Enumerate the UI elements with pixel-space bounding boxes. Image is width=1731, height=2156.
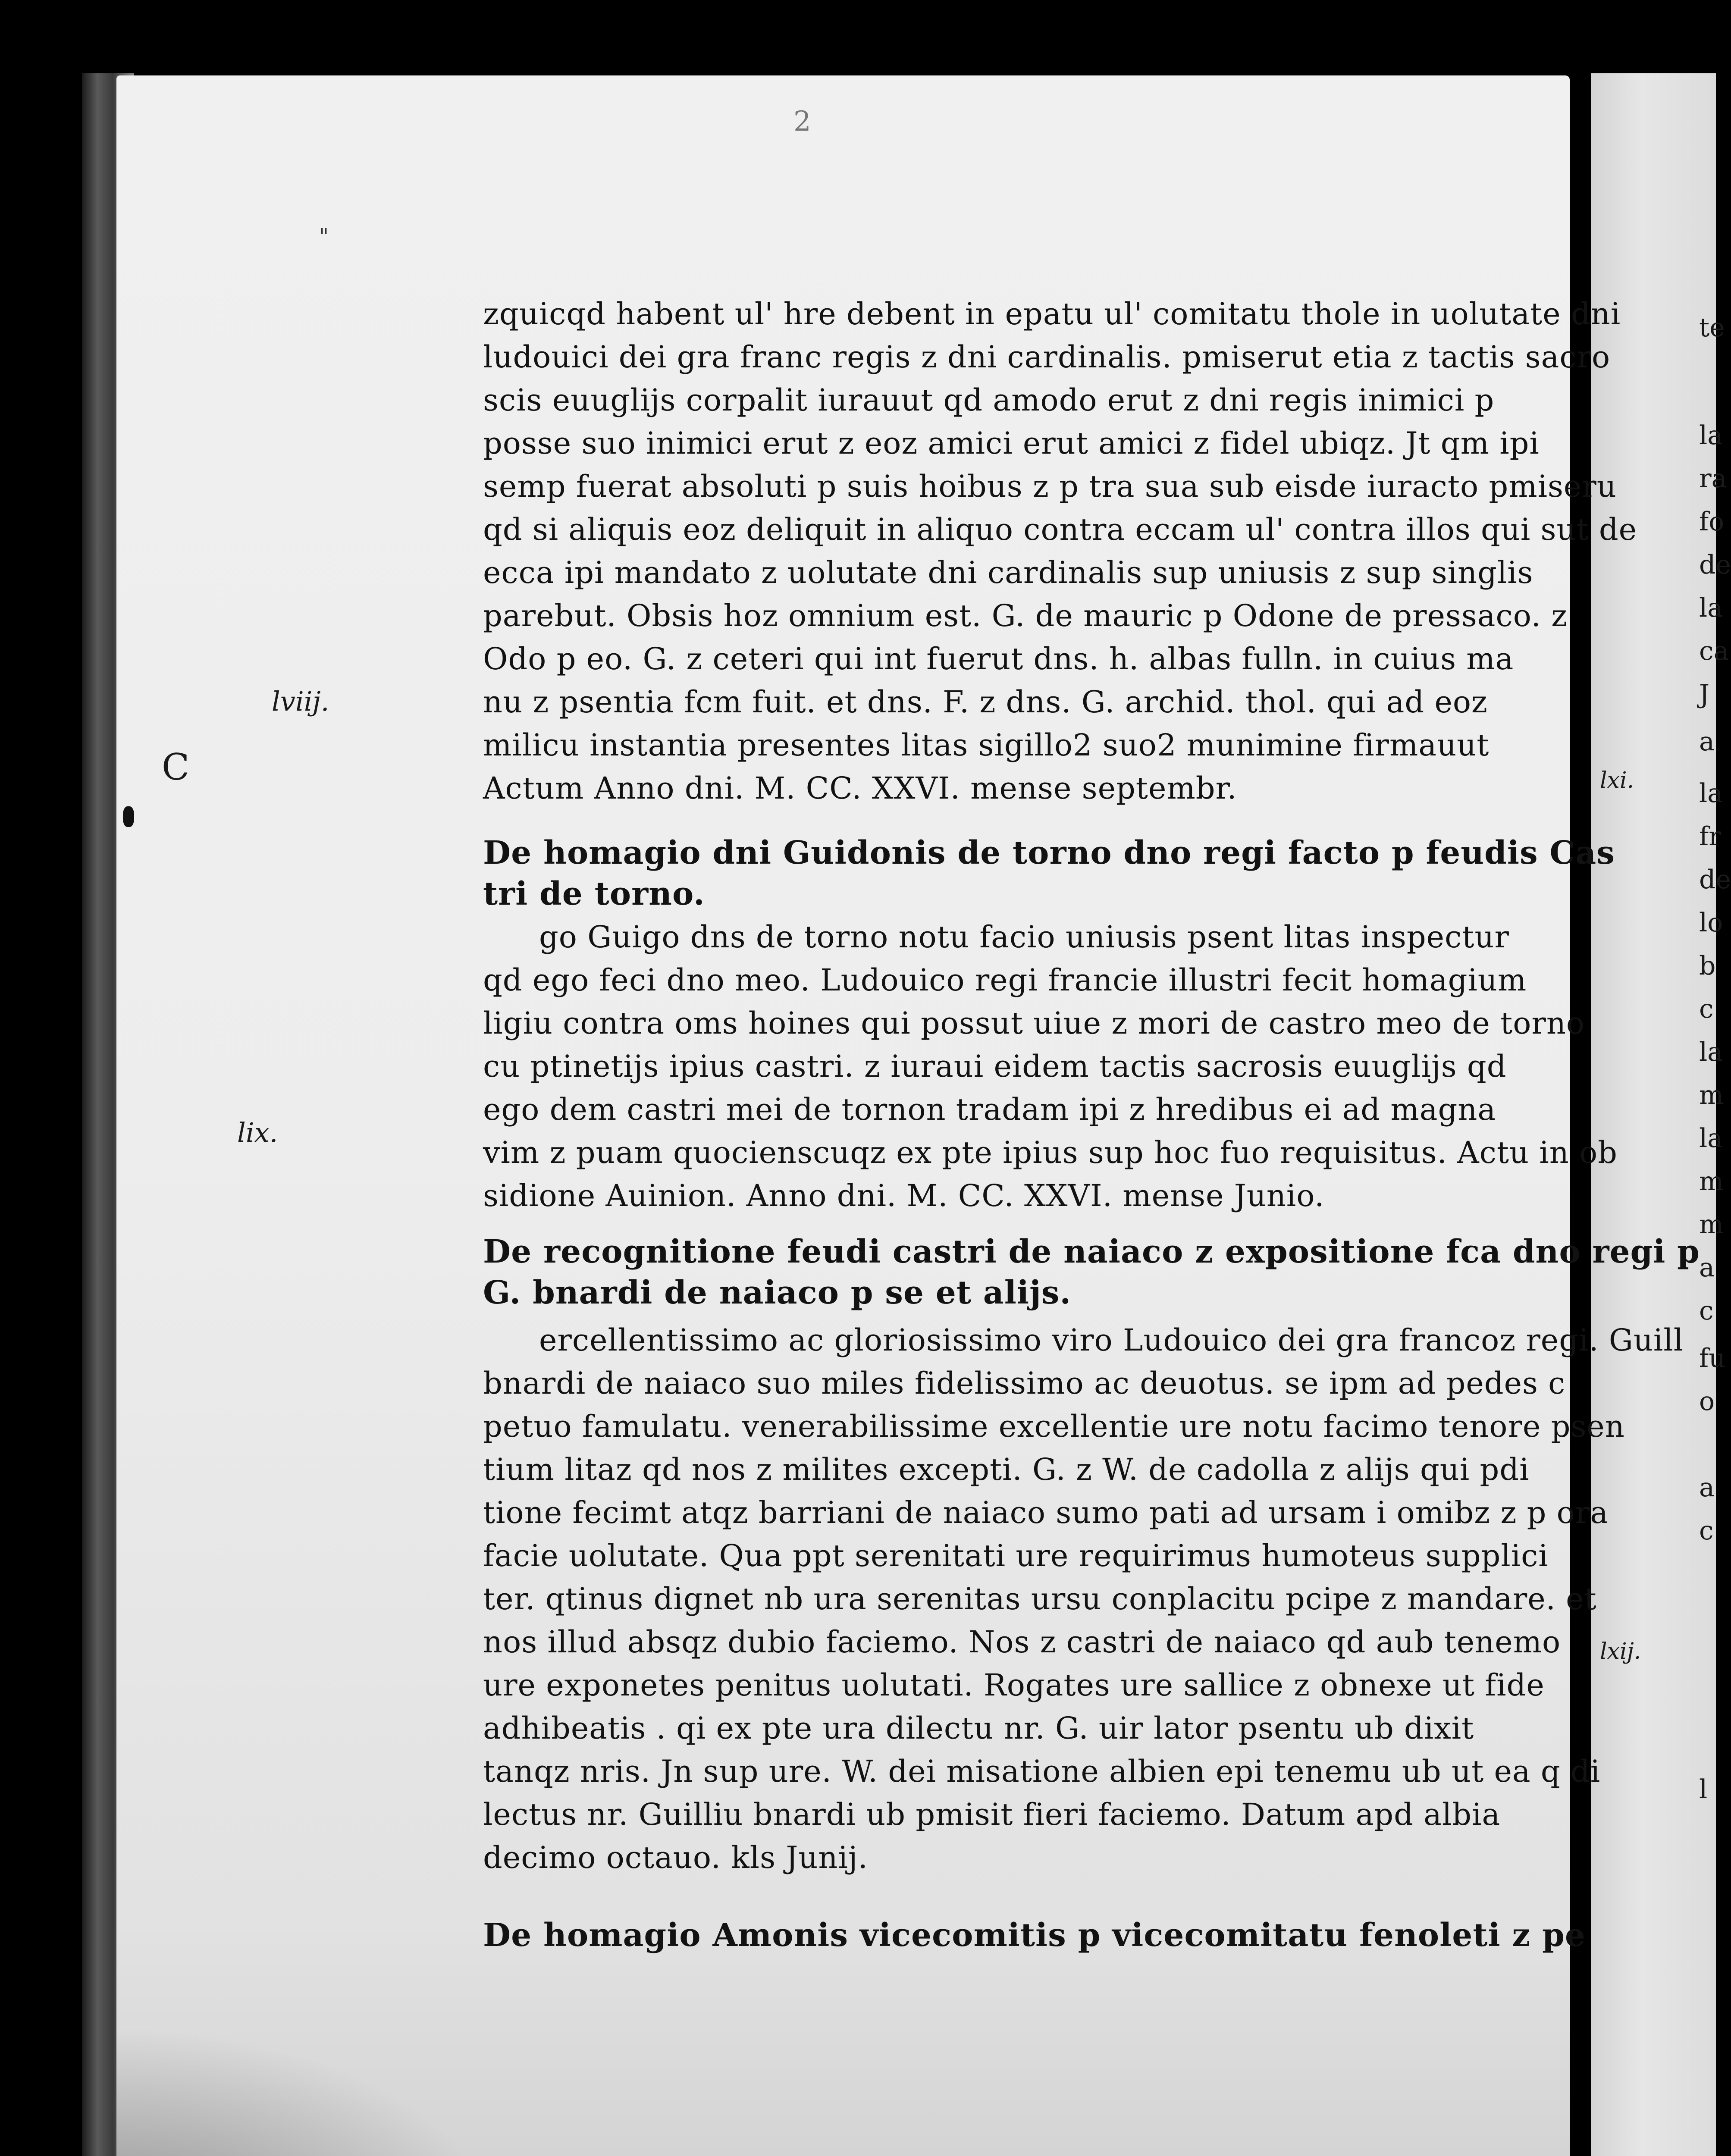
facing-line-fragment: fo (1699, 507, 1725, 537)
facing-line-fragment: c (1699, 994, 1714, 1024)
text-line: go Guigo dns de torno notu facio uniusis psent litas inspectur (539, 919, 1509, 955)
facing-line-fragment: a (1699, 727, 1715, 757)
facing-line-fragment: ra (1699, 464, 1727, 494)
text-line: vim z puam quocienscuqz ex pte ipius sup hoc fuo requisitus. Actu in ob (483, 1135, 1618, 1170)
facing-line-fragment: m (1699, 1080, 1724, 1110)
facing-line-fragment: a (1699, 1473, 1715, 1503)
facing-line-fragment: lo (1699, 908, 1723, 938)
text-line: zquicqd habent ul' hre debent in epatu ul' comitatu thole in uolutate dni (483, 296, 1621, 332)
section-heading: De homagio Amonis vicecomitis p vicecomitatu fenoleti z pe (483, 1917, 1586, 1954)
text-line: ecca ipi mandato z uolutate dni cardinalis sup uniusis z sup singlis (483, 555, 1533, 590)
facing-line-fragment: la (1699, 593, 1723, 623)
facing-line-fragment: a (1699, 1253, 1715, 1283)
ink-blot (123, 806, 134, 827)
text-line: parebut. Obsis hoz omnium est. G. de mauric p Odone de pressaco. z (483, 598, 1568, 633)
facing-line-fragment: fu (1699, 1343, 1725, 1373)
facing-line-fragment: J (1699, 679, 1710, 709)
text-line: Actum Anno dni. M. CC. XXVI. mense septembr. (483, 771, 1237, 806)
margin-note: lviij. (272, 686, 329, 717)
text-line: qd ego feci dno meo. Ludouico regi francie illustri fecit homagium (483, 962, 1527, 998)
facing-line-fragment: la (1699, 1123, 1723, 1153)
facing-line-fragment: de (1699, 550, 1731, 580)
section-heading: De homagio dni Guidonis de torno dno regi facto p feudis Cas (483, 834, 1615, 871)
text-line: scis euuglijs corpalit iurauut qd amodo erut z dni regis inimici p (483, 382, 1495, 418)
folio-number: 2 (793, 106, 811, 138)
text-line: milicu instantia presentes litas sigillo2 suo2 munimine firmauut (483, 727, 1490, 763)
text-line: sidione Auinion. Anno dni. M. CC. XXVI. mense Junio. (483, 1178, 1325, 1213)
tick-mark: " (319, 224, 329, 248)
section-heading: tri de torno. (483, 875, 705, 912)
text-line: petuo famulatu. venerabilissime excellentie ure notu facimo tenore psen (483, 1409, 1625, 1444)
text-line: ego dem castri mei de tornon tradam ipi z hredibus ei ad magna (483, 1092, 1496, 1127)
text-line: ligiu contra oms hoines qui possut uiue z mori de castro meo de torno (483, 1006, 1585, 1041)
facing-page (1591, 73, 1731, 2156)
facing-line-fragment: l (1699, 1774, 1708, 1805)
facing-margin-note: lxi. (1600, 768, 1634, 793)
text-line: nu z psentia fcm fuit. et dns. F. z dns. G. archid. thol. qui ad eoz (483, 684, 1488, 720)
section-heading: G. bnardi de naiaco p se et alijs. (483, 1274, 1072, 1311)
facing-line-fragment: de (1699, 865, 1731, 895)
text-line: bnardi de naiaco suo miles fidelissimo ac deuotus. se ipm ad pedes c (483, 1366, 1566, 1401)
facing-line-fragment: b (1699, 951, 1716, 981)
text-line: lectus nr. Guilliu bnardi ub pmisit fieri faciemo. Datum apd albia (483, 1797, 1501, 1832)
text-line: tanqz nris. Jn sup ure. W. dei misatione albien epi tenemu ub ut ea q di (483, 1754, 1601, 1789)
facing-line-fragment: m (1699, 1210, 1724, 1240)
facing-line-fragment: la (1699, 1037, 1723, 1067)
text-line: ter. qtinus dignet nb ura serenitas ursu conplacitu pcipe z mandare. et (483, 1581, 1597, 1617)
text-line: ercellentissimo ac gloriosissimo viro Ludouico dei gra francoz regi. Guill (539, 1322, 1684, 1358)
text-line: nos illud absqz dubio faciemo. Nos z castri de naiaco qd aub tenemo (483, 1624, 1561, 1660)
facing-line-fragment: fr (1699, 821, 1721, 852)
facing-line-fragment: o (1699, 1386, 1715, 1416)
text-line: facie uolutate. Qua ppt serenitati ure requirimus humoteus supplici (483, 1538, 1549, 1573)
facing-line-fragment: la (1699, 778, 1723, 808)
facing-line-fragment: m (1699, 1166, 1724, 1197)
text-line: cu ptinetijs ipius castri. z iuraui eidem tactis sacrosis euuglijs qd (483, 1049, 1507, 1084)
facing-line-fragment: c (1699, 1296, 1714, 1326)
text-line: ure exponetes penitus uolutati. Rogates ure sallice z obnexe ut fide (483, 1667, 1545, 1703)
page-shadow (116, 2027, 505, 2156)
text-line: tium litaz qd nos z milites excepti. G. z W. de cadolla z alijs qui pdi (483, 1452, 1530, 1487)
text-line: ludouici dei gra franc regis z dni cardinalis. pmiserut etia z tactis sacro (483, 339, 1611, 375)
text-line: decimo octauo. kls Junij. (483, 1840, 868, 1875)
facing-margin-note: lxij. (1600, 1639, 1641, 1664)
text-line: adhibeatis . qi ex pte ura dilectu nr. G. uir lator psentu ub dixit (483, 1711, 1474, 1746)
text-line: posse suo inimici erut z eoz amici erut amici z fidel ubiqz. Jt qm ipi (483, 426, 1540, 461)
facing-line-fragment: ca (1699, 636, 1729, 666)
margin-mark: C (162, 746, 190, 788)
text-line: semp fuerat absoluti p suis hoibus z p tra sua sub eisde iuracto pmiseru (483, 469, 1617, 504)
facing-line-fragment: c (1699, 1516, 1714, 1546)
margin-note: lix. (237, 1117, 278, 1148)
text-line: qd si aliquis eoz deliquit in aliquo contra eccam ul' contra illos qui sut de (483, 512, 1637, 547)
facing-line-fragment: te (1699, 313, 1725, 343)
text-line: tione fecimt atqz barriani de naiaco sumo pati ad ursam i omibz z p ora (483, 1495, 1609, 1530)
text-line: Odo p eo. G. z ceteri qui int fuerut dns. h. albas fulln. in cuius ma (483, 641, 1514, 677)
section-heading: De recognitione feudi castri de naiaco z expositione fca dno regi p (483, 1233, 1700, 1270)
facing-line-fragment: la (1699, 420, 1723, 451)
